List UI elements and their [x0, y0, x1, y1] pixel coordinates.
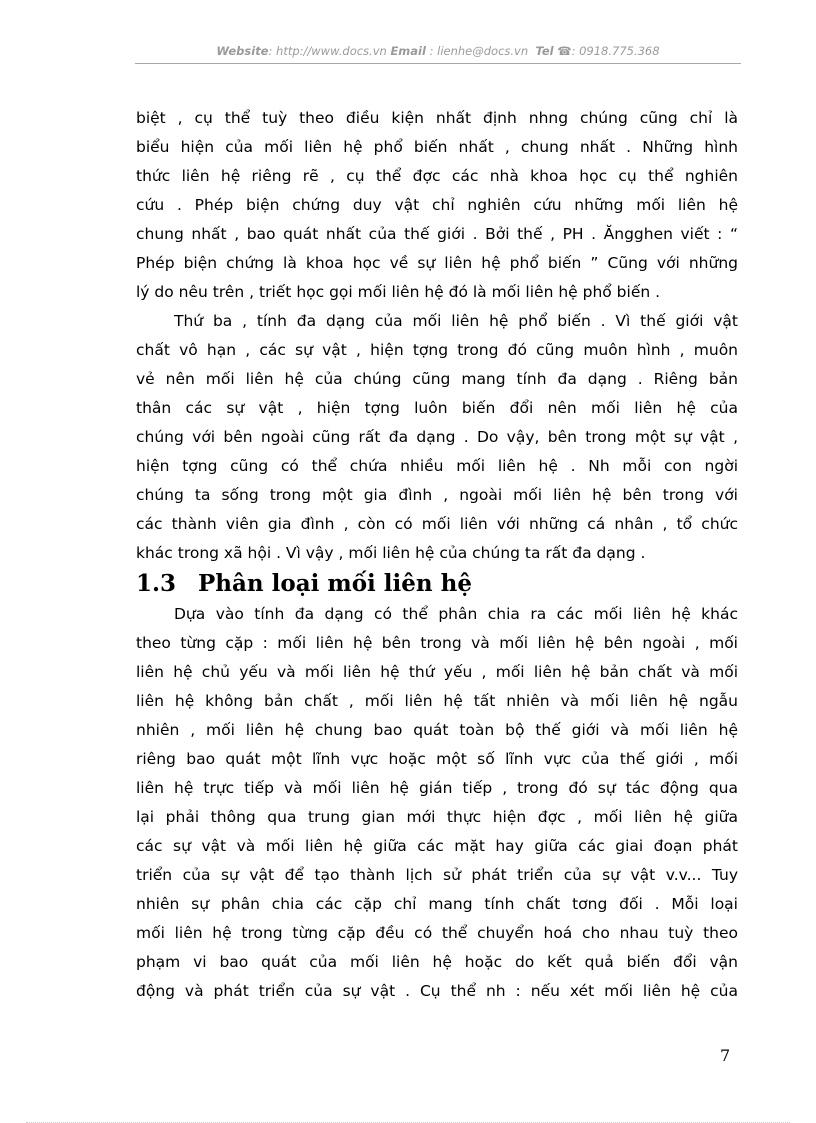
header-divider — [135, 63, 741, 64]
text-line: chung nhất , bao quát nhất của thế giới . Bởi thế , PH . Ăngghen viết : “ — [136, 225, 738, 243]
text-line: lý do nêu trên , triết học gọi mối liên hệ đó là mối liên hệ phổ biến . — [136, 283, 661, 301]
text-line: hiện tợng cũng có thể chứa nhiều mối liên hệ . Nh mỗi con ngời — [136, 457, 738, 475]
text-line: liên hệ trực tiếp và mối liên hệ gián tiếp , trong đó sự tác động qua — [136, 779, 738, 797]
text-line: triển của sự vật để tạo thành lịch sử phát triển của sự vật v.v... Tuy — [136, 866, 738, 884]
paragraph-1 — [136, 104, 738, 307]
text-line: biểu hiện của mối liên hệ phổ biến nhất , chung nhất . Những hình — [136, 138, 738, 156]
paragraph-3 — [136, 600, 738, 1006]
text-line: mối liên hệ trong từng cặp đều có thể chuyển hoá cho nhau tuỳ theo — [136, 924, 738, 942]
text-line: theo từng cặp : mối liên hệ bên trong và mối liên hệ bên ngoài , mối — [136, 634, 738, 652]
text-line: Dựa vào tính đa dạng có thể phân chia ra các mối liên hệ khác — [174, 605, 738, 623]
text-line: chất vô hạn , các sự vật , hiện tợng trong đó cũng muôn hình , muôn — [136, 341, 738, 359]
email-label: Email — [390, 44, 426, 58]
phone-icon: ☎ — [557, 44, 572, 58]
text-line: nhiên sự phân chia các cặp chỉ mang tính chất tơng đối . Mỗi loại — [136, 895, 738, 913]
website-value: : http://www.docs.vn — [268, 44, 387, 58]
page-header — [135, 44, 741, 58]
text-line: liên hệ không bản chất , mối liên hệ tất nhiên và mối liên hệ ngẫu — [136, 692, 738, 710]
paragraph-2 — [136, 307, 738, 568]
text-line: phạm vi bao quát của mối liên hệ hoặc do kết quả biến đổi vận — [136, 953, 738, 971]
text-line: thức liên hệ riêng rẽ , cụ thể đợc các nhà khoa học cụ thể nghiên — [136, 167, 738, 185]
text-line: thân các sự vật , hiện tợng luôn biến đổi nên mối liên hệ của — [136, 399, 738, 417]
text-line: cứu . Phép biện chứng duy vật chỉ nghiên cứu những mối liên hệ — [136, 196, 738, 214]
text-line: lại phải thông qua trung gian mới thực hiện đợc , mối liên hệ giữa — [136, 808, 738, 826]
page-number: 7 — [720, 1046, 731, 1065]
text-line: vẻ nên mối liên hệ của chúng cũng mang tính đa dạng . Riêng bản — [136, 370, 738, 388]
text-line: biệt , cụ thể tuỳ theo điều kiện nhất định nhng chúng cũng chỉ là — [136, 109, 738, 127]
section-number: 1.3 — [136, 570, 177, 597]
text-line: các thành viên gia đình , còn có mối liên với những cá nhân , tổ chức — [136, 515, 738, 533]
text-line: khác trong xã hội . Vì vậy , mối liên hệ của chúng ta rất đa dạng . — [136, 544, 646, 562]
text-line: chúng với bên ngoài cũng rất đa dạng . Do vậy, bên trong một sự vật , — [136, 428, 738, 446]
text-line: liên hệ chủ yếu và mối liên hệ thứ yếu , mối liên hệ bản chất và mối — [136, 663, 738, 681]
document-body — [136, 104, 738, 1006]
section-title: Phân loại mối liên hệ — [198, 570, 472, 597]
email-value: : lienhe@docs.vn — [429, 44, 529, 58]
text-line: riêng bao quát một lĩnh vực hoặc một số lĩnh vực của thế giới , mối — [136, 750, 738, 768]
website-label: Website — [216, 44, 269, 58]
text-line: động và phát triển của sự vật . Cụ thể nh : nếu xét mối liên hệ của — [136, 982, 738, 1000]
text-line: chúng ta sống trong một gia đình , ngoài mối liên hệ bên trong với — [136, 486, 738, 504]
text-line: các sự vật và mối liên hệ giữa các mặt hay giữa các giai đoạn phát — [136, 837, 738, 855]
text-line: Thứ ba , tính đa dạng của mối liên hệ phổ biến . Vì thế giới vật — [174, 312, 738, 330]
section-heading — [136, 568, 738, 600]
text-line: nhiên , mối liên hệ chung bao quát toàn bộ thế giới và mối liên hệ — [136, 721, 738, 739]
tel-label: Tel — [535, 44, 554, 58]
text-line: Phép biện chứng là khoa học về sự liên hệ phổ biến ” Cũng với những — [136, 254, 738, 272]
tel-value: : 0918.775.368 — [571, 44, 660, 58]
